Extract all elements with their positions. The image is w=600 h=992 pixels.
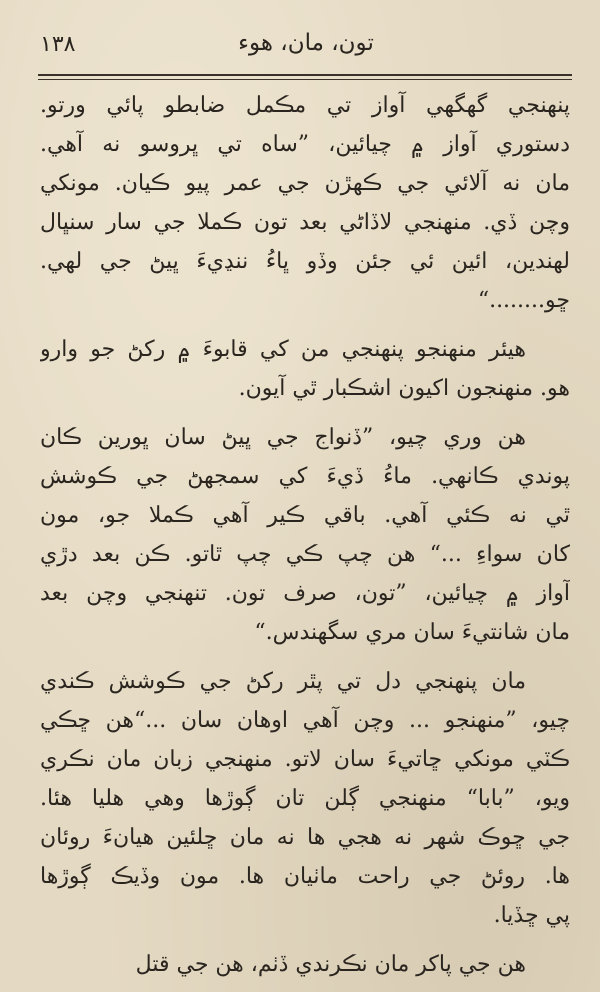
- text-line: پنهنجي گهگهي آواز تي مڪمل ضابطو پائي ورتو.: [40, 93, 570, 118]
- page-number: ١٣٨: [40, 32, 76, 57]
- text-line: ڪٽي مونکي ڇاتيءَ سان لاتو. منهنجي زبان مان نڪري: [40, 747, 570, 772]
- page-header: [40, 28, 572, 72]
- page-body: [40, 86, 570, 977]
- text-line: هيئر منهنجو پنهنجي من کي قابوءَ ۾ رکڻ جو وارو: [40, 337, 526, 362]
- text-line: مان شانتيءَ سان مري سگهندس.“: [254, 620, 570, 645]
- text-line: ويو، ”بابا“ منهنجي ڳلن تان ڳوڙها وهي هليا هئا.: [40, 786, 570, 811]
- text-line: جي ڇوڪ شهر نه هجي ها نه مان ڇلئين هيانءَ روئان: [40, 825, 570, 850]
- text-line: پي ڇڏيا.: [493, 903, 570, 928]
- text-line: ٿي نه ڪئي آهي. باقي ڪير آهي ڪملا جو، مون: [40, 503, 570, 528]
- text-line: ها. روئڻ جي راحت ماٺيان ها. مون وڏيڪ ڳوڙها: [40, 864, 570, 889]
- text-line: پوندي ڪانهي. ماءُ ڏيءَ کي سمجهڻ جي ڪوشش: [40, 464, 570, 489]
- paragraph: [40, 86, 570, 320]
- text-line: لهندين، ائين ئي جئن وڏو ڀاءُ ننڍيءَ ڀيڻ جي لهي.: [40, 249, 570, 274]
- text-line: مان نه آلائي جي ڪهڙن جي عمر پيو ڪيان. مونکي: [40, 171, 570, 196]
- text-line: مان پنهنجي دل تي پٿر رکڻ جي ڪوشش ڪندي: [40, 669, 526, 694]
- text-line: آواز ۾ چيائين، ”تون، صرف تون. تنهنجي وچن بعد: [40, 581, 570, 606]
- paragraph: [40, 662, 570, 935]
- header-rule-thin: [38, 79, 572, 80]
- text-line: چيو، ”منهنجو ... وچن آهي اوهان سان ...“هن ڇڪي: [40, 708, 570, 733]
- text-line: هن جي پاکر مان نڪرندي ڏٺم، هن جي قتل: [135, 952, 526, 977]
- text-line: وچن ڏي. منهنجي لاڏاڻي بعد تون ڪملا جي سار سنڀال: [40, 210, 570, 235]
- running-title: تون، مان، هوء: [238, 30, 374, 56]
- text-line: دستوري آواز ۾ چيائين، ”ساه تي ڀروسو نه آهي.: [40, 132, 570, 157]
- paragraph: [40, 330, 570, 408]
- text-line: هن وري چيو، ”ڏنواج جي ڀيڻ سان ڀورين ڪان: [40, 425, 526, 450]
- paragraph: [40, 945, 570, 984]
- paragraph: [40, 418, 570, 652]
- text-line: ڇو........“: [477, 288, 570, 313]
- header-rule: [38, 74, 572, 76]
- text-line: کان سواءِ ...“ هن چپ ڪي چپ ٿاتو. ڪن بعد دڙي: [40, 542, 570, 567]
- text-line: هو. منهنجون اکيون اشڪبار ٿي آيون.: [238, 376, 570, 401]
